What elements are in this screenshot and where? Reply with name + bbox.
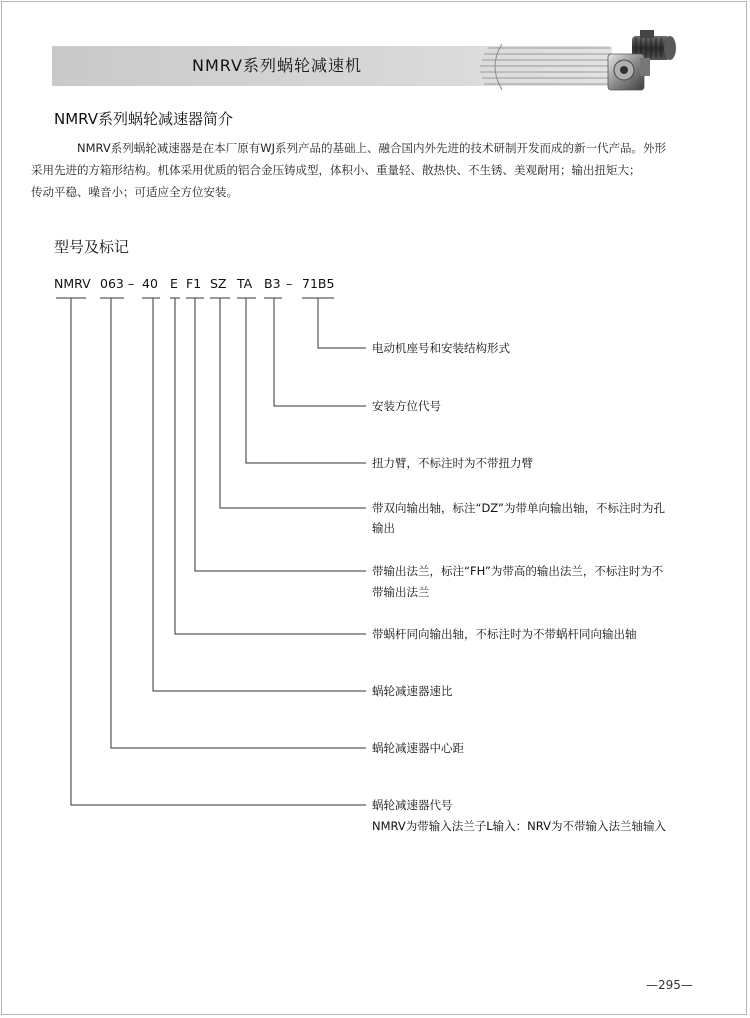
label-motor-base: 电动机座号和安装结构形式 — [372, 341, 510, 355]
model-section-heading: 型号及标记 — [54, 238, 130, 256]
code-part-ratio: 40 — [142, 276, 158, 291]
label-double-output-2: 输出 — [372, 521, 395, 535]
label-worm-shaft: 带蜗杆同向输出轴，不标注时为不带蜗杆同向输出轴 — [372, 627, 637, 641]
intro-line-3: 传动平稳、噪音小；可适应全方位安装。 — [31, 185, 238, 199]
code-part-series: NMRV — [54, 276, 91, 291]
label-torque-arm: 扭力臂，不标注时为不带扭力臂 — [372, 456, 533, 470]
code-part-output: SZ — [210, 276, 227, 291]
label-model-code: 蜗轮减速器代号 — [372, 798, 453, 812]
page-title: NMRV系列蜗轮减速机 — [192, 56, 362, 75]
label-output-flange-2: 带输出法兰 — [372, 585, 430, 599]
code-part-torque-arm: TA — [237, 276, 253, 291]
label-model-code-note: NMRV为带输入法兰子L输入：NRV为不带输入法兰轴输入 — [372, 819, 666, 833]
code-part-dash-2: – — [286, 276, 293, 291]
code-part-worm-shaft: E — [170, 276, 178, 291]
intro-line-1: NMRV系列蜗轮减速器是在本厂原有WJ系列产品的基础上、融合国内外先进的技术研制开发而成的新一代产品。外形 — [77, 141, 667, 155]
code-part-flange: F1 — [186, 276, 202, 291]
intro-heading: NMRV系列蜗轮减速器简介 — [54, 110, 234, 128]
label-mounting-position: 安装方位代号 — [372, 399, 441, 413]
intro-line-2: 采用先进的方箱形结构。机体采用优质的铝合金压铸成型，体积小、重量轻、散热快、不生锈、美观耐用；输出扭矩大； — [31, 163, 641, 177]
label-center-distance: 蜗轮减速器中心距 — [372, 741, 464, 755]
code-part-position: B3 — [264, 276, 281, 291]
code-part-center: 063 — [100, 276, 124, 291]
page-number: —295— — [646, 978, 693, 992]
label-double-output: 带双向输出轴，标注“DZ”为带单向输出轴，不标注时为孔 — [372, 501, 665, 515]
label-ratio: 蜗轮减速器速比 — [372, 684, 453, 698]
label-output-flange: 带输出法兰，标注“FH”为带高的输出法兰，不标注时为不 — [372, 564, 664, 578]
code-part-dash: – — [128, 276, 135, 291]
code-part-motor: 71B5 — [302, 276, 335, 291]
